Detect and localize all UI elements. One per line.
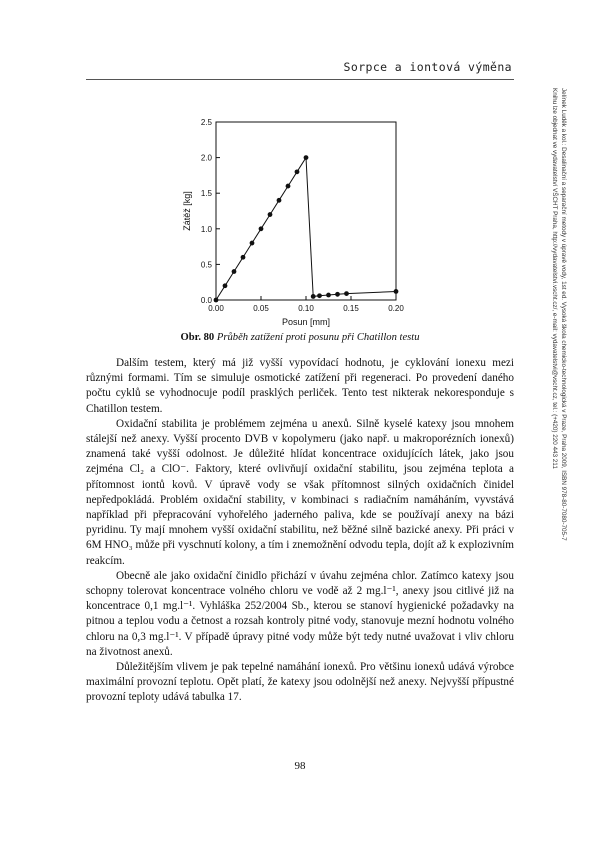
side-copyright-note [550,88,568,541]
data-point [223,283,228,288]
y-tick-label: 1.5 [200,189,212,199]
data-point [326,293,331,298]
x-axis-label: Posun [mm] [281,317,331,327]
side-note-line-1: Jelínek Luděk a kol.: Desalinační a separační metody v úpravě vody, 1st ed. Vysoká škola chemicko-technologická v Praze, Praha 2009, ISBN 978-80-7080-705-7 [560,88,567,541]
series-line [216,158,396,300]
data-point [277,198,282,203]
y-axis-label: Zátěž [kg] [182,191,192,231]
y-tick-label: 0.5 [200,260,212,270]
body-text [86,356,514,706]
data-point [317,293,322,298]
x-tick-label: 0.15 [343,304,359,313]
data-point [214,298,219,303]
data-point [241,255,246,260]
data-point [286,184,291,189]
data-point [268,212,273,217]
data-point [250,241,255,246]
paragraph: Dalším testem, který má již vyšší vypovídací hodnotu, je cyklování ionexu mezi různými formami. Tím se simuluje osmotické zatížení při regeneraci. Po provedení daného počtu cyklů se vyhodnocuje podíl prasklých perliček. Tento test nikterak nekoresponduje s Chatillon testem. [86,357,514,415]
data-point [394,289,399,294]
figure-number: Obr. 80 [180,332,215,343]
side-note-line-2: Knihu lze objednat ve vydavatelství VŠCHT Praha, http://vydavatelstvi.vscht.cz/, e-mail: vydavatelstvi@vscht.cz, tel.: (+420) 220 443 211 [551,88,558,469]
page-number: 98 [294,760,306,772]
y-tick-label: 1.0 [200,224,212,234]
plot-frame [216,122,396,300]
load-displacement-chart [170,112,410,332]
y-tick-label: 0.0 [200,296,212,305]
paragraph: Oxidační stabilita je problémem zejména u anexů. Silně kyselé katexy jsou mnohem stálejší než anexy. Vyšší procento DVB v kopolymeru (jako např. u makroporézních ionexů) znamená také vyšší odolnost. Je důležité hlídat koncentrace oxidujících látek, jako jsou zejména Cl₂ a ClO⁻. Faktory, které ovlivňují oxidační stabilitu, jsou zejména teplota a přítomnost iontů kovů. V úpravě vody se však přítomnost silných oxidačních činidel nepředpokládá. Problém oxidační stability, v kombinaci s radiačním namáháním, vyvstává například při přepracování vyhořelého jaderného paliva, kde se používají anexy na bázi pyridinu. Ty mají mnohem vyšší oxidační stabilitu, než běžné silně bazické anexy. Při práci v 6M HNO₃ může při vyschnutí kolony, a tím i znemožnění odvodu tepla, dojít až k explozivním reakcím. [86,417,514,567]
figure-caption-text: Průběh zatížení proti posunu při Chatillon testu [216,332,420,343]
paragraph: Důležitějším vlivem je pak tepelné namáhání ionexů. Pro většinu ionexů udává výrobce maximální provozní teplotu. Opět platí, že katexy jsou odolnější než anexy. Nejvyšší přípustné provozní teploty udává tabulka 17. [86,661,514,704]
data-point [335,292,340,297]
x-tick-label: 0.05 [253,304,269,313]
running-header-title: Sorpce a iontová výměna [343,60,512,74]
header-divider [86,79,514,80]
data-point [311,294,316,299]
x-tick-label: 0.00 [208,304,224,313]
data-point [259,226,264,231]
data-point [304,155,309,160]
y-tick-label: 2.5 [200,118,212,127]
figure-caption [86,332,514,343]
paragraph: Obecně ale jako oxidační činidlo přichází v úvahu zejména chlor. Zatímco katexy jsou schopny tolerovat koncentrace volného chloru ve vodě až 2 mg.l⁻¹, anexy jsou citlivé již na koncentrace 0,1 mg.l⁻¹. Vyhláška 252/2004 Sb., kterou se stanoví hygienické požadavky na pitnou a teplou vodu a četnost a rozsah kontroly pitné vody, stanovuje mezní hodnotu volného chloru na 0,3 mg.l⁻¹. V případě úpravy pitné vody může být tedy nutné uvažovat i vliv chloru na životnost anexů. [86,569,514,658]
data-point [295,169,300,174]
data-point [344,291,349,296]
y-tick-label: 2.0 [200,153,212,163]
x-tick-label: 0.10 [298,304,314,313]
x-tick-label: 0.20 [388,304,404,313]
data-point [232,269,237,274]
